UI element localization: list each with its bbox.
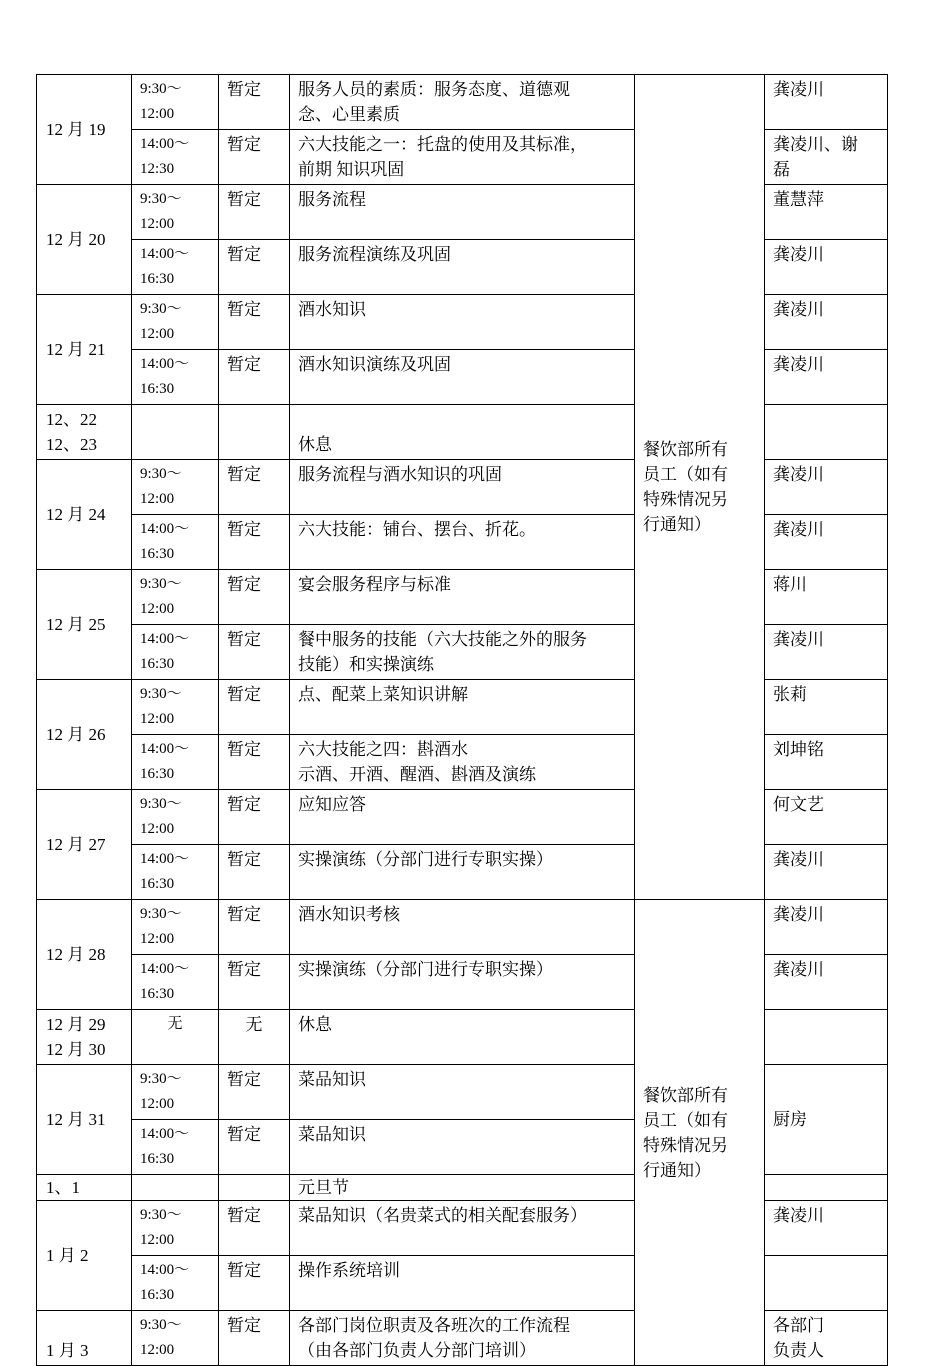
status-cell: 暂定 (219, 130, 290, 185)
content-cell: 实操演练（分部门进行专职实操） (290, 845, 635, 900)
time-cell (132, 1175, 219, 1201)
time-cell: 9:30～ 12:00 (132, 185, 219, 240)
time-cell: 14:00～ 12:30 (132, 130, 219, 185)
date-cell: 1 月 3 (37, 1311, 132, 1366)
date-cell: 12 月 27 (37, 790, 132, 900)
status-cell (219, 1175, 290, 1201)
trainer-cell: 龚凌川 (765, 515, 888, 570)
content-cell: 酒水知识 (290, 295, 635, 350)
date-cell: 12 月 25 (37, 570, 132, 680)
content-cell: 酒水知识演练及巩固 (290, 350, 635, 405)
time-cell: 9:30～ 12:00 (132, 680, 219, 735)
trainer-cell: 龚凌川 (765, 845, 888, 900)
trainer-cell: 龚凌川 (765, 1201, 888, 1256)
content-cell: 服务流程演练及巩固 (290, 240, 635, 295)
content-cell: 服务人员的素质：服务态度、道德观 念、心里素质 (290, 75, 635, 130)
content-cell: 宴会服务程序与标准 (290, 570, 635, 625)
time-cell: 14:00～ 16:30 (132, 955, 219, 1010)
status-cell: 暂定 (219, 1120, 290, 1175)
time-cell: 14:00～ 16:30 (132, 350, 219, 405)
time-cell: 9:30～ 12:00 (132, 295, 219, 350)
content-cell: 休息 (290, 1010, 635, 1065)
table-row (37, 75, 888, 130)
status-cell (219, 405, 290, 460)
time-cell: 14:00～ 16:30 (132, 625, 219, 680)
status-cell: 暂定 (219, 1201, 290, 1256)
date-cell: 12 月 31 (37, 1065, 132, 1175)
trainer-cell: 龚凌川 (765, 900, 888, 955)
status-cell: 暂定 (219, 570, 290, 625)
time-cell: 9:30～ 12:00 (132, 1311, 219, 1366)
status-cell: 暂定 (219, 625, 290, 680)
trainer-cell: 何文艺 (765, 790, 888, 845)
trainer-cell: 各部门 负责人 (765, 1311, 888, 1366)
time-cell: 9:30～ 12:00 (132, 460, 219, 515)
time-cell: 9:30～ 12:00 (132, 1065, 219, 1120)
time-cell: 无 (132, 1010, 219, 1065)
status-cell: 暂定 (219, 295, 290, 350)
status-cell: 暂定 (219, 900, 290, 955)
content-cell: 菜品知识 (290, 1120, 635, 1175)
date-cell: 12 月 19 (37, 75, 132, 185)
trainer-cell: 龚凌川 (765, 75, 888, 130)
content-cell: 六大技能之四：斟酒水 示酒、开酒、醒酒、斟酒及演练 (290, 735, 635, 790)
date-cell: 12、22 12、23 (37, 405, 132, 460)
content-cell: 酒水知识考核 (290, 900, 635, 955)
content-cell: 菜品知识（名贵菜式的相关配套服务） (290, 1201, 635, 1256)
audience-cell: 餐饮部所有 员工（如有 特殊情况另 行通知） (635, 900, 765, 1366)
trainer-cell: 龚凌川 (765, 460, 888, 515)
trainer-cell: 龚凌川 (765, 240, 888, 295)
trainer-cell: 董慧萍 (765, 185, 888, 240)
table-row (37, 900, 888, 955)
date-cell: 1、1 (37, 1175, 132, 1201)
status-cell: 暂定 (219, 790, 290, 845)
content-cell: 操作系统培训 (290, 1256, 635, 1311)
content-cell: 六大技能：铺台、摆台、折花。 (290, 515, 635, 570)
time-cell: 9:30～ 12:00 (132, 790, 219, 845)
content-cell: 实操演练（分部门进行专职实操） (290, 955, 635, 1010)
content-cell: 餐中服务的技能（六大技能之外的服务 技能）和实操演练 (290, 625, 635, 680)
time-cell: 14:00～ 16:30 (132, 515, 219, 570)
content-cell: 服务流程 (290, 185, 635, 240)
status-cell: 暂定 (219, 240, 290, 295)
date-cell: 12 月 29 12 月 30 (37, 1010, 132, 1065)
content-cell: 菜品知识 (290, 1065, 635, 1120)
date-cell: 12 月 21 (37, 295, 132, 405)
time-cell: 14:00～ 16:30 (132, 240, 219, 295)
trainer-cell (765, 1175, 888, 1201)
trainer-cell (765, 405, 888, 460)
time-cell: 9:30～ 12:00 (132, 75, 219, 130)
date-cell: 12 月 20 (37, 185, 132, 295)
status-cell: 暂定 (219, 350, 290, 405)
trainer-cell: 龚凌川 (765, 295, 888, 350)
time-cell: 14:00～ 16:30 (132, 735, 219, 790)
trainer-cell: 龚凌川、谢 磊 (765, 130, 888, 185)
time-cell: 9:30～ 12:00 (132, 570, 219, 625)
status-cell: 暂定 (219, 515, 290, 570)
status-cell: 暂定 (219, 735, 290, 790)
time-cell: 9:30～ 12:00 (132, 900, 219, 955)
content-cell: 应知应答 (290, 790, 635, 845)
date-cell: 12 月 28 (37, 900, 132, 1010)
trainer-cell: 蒋川 (765, 570, 888, 625)
trainer-cell (765, 1010, 888, 1065)
status-cell: 暂定 (219, 460, 290, 515)
time-cell: 14:00～ 16:30 (132, 1256, 219, 1311)
status-cell: 暂定 (219, 955, 290, 1010)
trainer-cell: 龚凌川 (765, 350, 888, 405)
date-cell: 1 月 2 (37, 1201, 132, 1311)
time-cell: 14:00～ 16:30 (132, 1120, 219, 1175)
status-cell: 暂定 (219, 1065, 290, 1120)
status-cell: 暂定 (219, 185, 290, 240)
time-cell: 14:00～ 16:30 (132, 845, 219, 900)
trainer-cell: 刘坤铭 (765, 735, 888, 790)
status-cell: 暂定 (219, 1311, 290, 1366)
date-cell: 12 月 26 (37, 680, 132, 790)
trainer-cell (765, 1256, 888, 1311)
content-cell: 休息 (290, 405, 635, 460)
content-cell: 服务流程与酒水知识的巩固 (290, 460, 635, 515)
trainer-cell: 龚凌川 (765, 625, 888, 680)
time-cell: 9:30～ 12:00 (132, 1201, 219, 1256)
trainer-cell: 龚凌川 (765, 955, 888, 1010)
content-cell: 点、配菜上菜知识讲解 (290, 680, 635, 735)
trainer-cell: 张莉 (765, 680, 888, 735)
trainer-cell: 厨房 (765, 1065, 888, 1175)
audience-cell: 餐饮部所有 员工（如有 特殊情况另 行通知） (635, 75, 765, 900)
status-cell: 暂定 (219, 845, 290, 900)
content-cell: 六大技能之一：托盘的使用及其标准， 前期 知识巩固 (290, 130, 635, 185)
status-cell: 暂定 (219, 1256, 290, 1311)
content-cell: 各部门岗位职责及各班次的工作流程 （由各部门负责人分部门培训） (290, 1311, 635, 1366)
status-cell: 暂定 (219, 75, 290, 130)
time-cell (132, 405, 219, 460)
training-schedule-table (36, 74, 888, 1366)
content-cell: 元旦节 (290, 1175, 635, 1201)
status-cell: 无 (219, 1010, 290, 1065)
status-cell: 暂定 (219, 680, 290, 735)
date-cell: 12 月 24 (37, 460, 132, 570)
